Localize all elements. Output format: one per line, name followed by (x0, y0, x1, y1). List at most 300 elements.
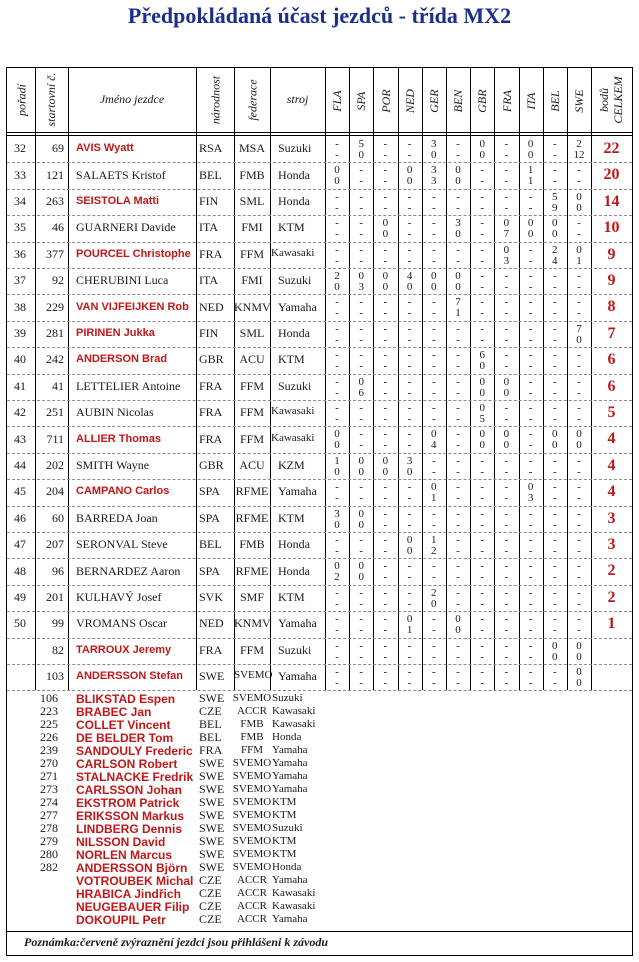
rider-bike: KTM (278, 510, 305, 525)
race-points: - (456, 545, 460, 557)
race-points: - (577, 454, 581, 467)
rider-federation: FMI (241, 220, 263, 235)
race-points: - (431, 254, 436, 267)
rider-nationality: SWE (199, 669, 225, 684)
race-points: 3 (503, 254, 510, 267)
rider-nationality: SVK (199, 590, 224, 604)
rider-number: 204 (46, 484, 64, 499)
list-federation: ACCR (237, 913, 267, 926)
rider-federation: SVEMO (234, 669, 273, 682)
rider-name: VROMANS Oscar (76, 616, 167, 631)
race-points: - (359, 307, 364, 320)
race-points: - (577, 545, 581, 557)
list-bike: Suzuki (272, 822, 303, 835)
column-header: stroj (286, 92, 309, 106)
race-points: 9 (552, 201, 558, 214)
rider-federation: FMB (239, 167, 265, 182)
rider-number: 229 (46, 299, 64, 314)
race-points: - (552, 597, 557, 610)
race-header: SWE (572, 89, 586, 113)
race-points: 0 (334, 518, 340, 531)
race-points: 0 (334, 439, 340, 452)
row-divider (7, 400, 632, 401)
race-points: - (504, 639, 509, 652)
list-federation: SVEMO (232, 822, 272, 835)
total-points: 9 (607, 272, 616, 289)
race-points: - (504, 613, 509, 626)
rider-federation: SML (239, 326, 265, 340)
race-points: 2 (431, 545, 437, 557)
race-points: - (383, 386, 388, 399)
race-points: - (480, 243, 485, 256)
race-points: - (407, 677, 412, 689)
race-points: - (431, 613, 436, 626)
race-points: - (335, 201, 339, 214)
total-points: 20 (603, 166, 620, 184)
race-points: - (431, 217, 436, 230)
row-divider (7, 453, 632, 454)
race-points: 0 (479, 138, 485, 150)
race-points: - (552, 454, 557, 467)
race-points: - (504, 454, 509, 467)
race-points: - (456, 243, 460, 256)
rider-bike: Yamaha (278, 616, 317, 631)
race-points: - (552, 307, 557, 320)
list-nationality: SWE (199, 834, 225, 849)
race-points: 4 (431, 439, 437, 452)
race-header: SPA (354, 91, 369, 111)
list-number: 273 (40, 782, 58, 797)
race-points: - (504, 307, 509, 320)
race-points: 0 (431, 270, 437, 282)
race-points: - (528, 428, 533, 441)
race-points: - (359, 201, 364, 214)
list-federation: SVEMO (232, 770, 272, 783)
race-points: - (480, 639, 485, 652)
race-points: - (383, 243, 388, 256)
row-divider (7, 374, 632, 375)
race-points: - (335, 545, 339, 557)
rider-name: CHERUBINI Luca (76, 273, 169, 288)
list-federation: ACCR (237, 900, 267, 913)
list-federation: ACCR (237, 705, 267, 718)
race-points: - (335, 243, 339, 256)
race-points: 2 (334, 270, 340, 282)
race-points: - (383, 650, 388, 663)
race-points: - (552, 677, 557, 689)
race-points: 0 (334, 428, 340, 441)
race-points: 0 (455, 624, 461, 637)
total-points: 3 (607, 536, 616, 553)
race-points: - (407, 650, 412, 663)
race-points: - (528, 375, 533, 388)
rider-name: SERONVAL Steve (76, 537, 168, 552)
rider-federation: FFM (239, 431, 265, 446)
race-points: - (359, 333, 364, 346)
race-points: - (456, 201, 460, 214)
rider-nationality: BEL (199, 537, 222, 552)
race-header: GBR (475, 89, 490, 113)
column-header: startovní č. (44, 72, 58, 127)
column-header: federace (245, 78, 259, 121)
row-divider (7, 585, 632, 586)
row-divider (7, 162, 632, 163)
race-points: - (577, 307, 581, 320)
race-points: 0 (431, 597, 437, 610)
list-number: 274 (40, 795, 58, 810)
rider-position: 46 (14, 510, 26, 525)
race-points: - (552, 518, 557, 531)
race-points: - (407, 217, 412, 230)
race-points: - (456, 507, 460, 520)
race-points: - (504, 413, 509, 425)
race-points: 0 (431, 481, 437, 494)
rider-federation: FFM (239, 405, 265, 420)
rider-bike: Kawasaki (271, 246, 315, 259)
race-points: - (335, 492, 339, 505)
rider-number: 251 (46, 405, 64, 420)
race-points: - (335, 666, 339, 678)
rider-position: 39 (14, 326, 26, 340)
race-points: - (480, 454, 485, 467)
row-divider (7, 664, 632, 665)
race-points: - (335, 386, 339, 399)
race-points: - (552, 465, 557, 478)
race-points: 3 (431, 164, 437, 177)
list-number: 239 (40, 743, 58, 758)
race-points: - (431, 333, 436, 346)
race-points: - (359, 439, 364, 452)
race-points: - (577, 375, 581, 388)
race-header: POR (378, 89, 393, 113)
race-points: - (456, 650, 460, 663)
race-points: - (480, 481, 485, 494)
race-points: - (456, 518, 460, 531)
race-points: - (480, 281, 485, 293)
race-points: - (480, 571, 485, 584)
race-points: - (480, 624, 485, 637)
race-points: - (359, 666, 364, 678)
list-nationality: CZE (199, 912, 222, 927)
list-federation: SVEMO (232, 861, 272, 874)
race-points: - (431, 322, 436, 335)
race-points: - (528, 465, 533, 478)
race-points: - (504, 402, 509, 414)
list-nationality: BEL (199, 730, 222, 745)
rider-name: BERNARDEZ Aaron (76, 563, 181, 578)
race-points: - (383, 586, 388, 599)
race-points: - (577, 281, 581, 293)
race-points: - (456, 534, 460, 546)
race-points: 7 (503, 228, 510, 241)
race-points: 0 (503, 439, 510, 452)
race-points: 0 (406, 164, 413, 177)
race-points: - (383, 560, 388, 573)
race-points: - (480, 270, 485, 282)
race-points: 5 (479, 413, 485, 425)
row-divider (7, 506, 632, 507)
race-points: - (480, 507, 485, 520)
list-federation: SVEMO (232, 848, 272, 861)
list-number: 282 (40, 860, 58, 875)
race-points: 0 (358, 454, 364, 467)
race-points: - (577, 518, 581, 531)
race-points: - (456, 454, 460, 467)
rider-name: CAMPANO Carlos (76, 485, 170, 498)
race-points: - (335, 481, 339, 494)
race-points: 0 (479, 375, 485, 388)
race-points: - (528, 454, 533, 467)
race-points: 3 (431, 138, 437, 150)
header-divider (7, 132, 632, 133)
race-points: - (431, 507, 436, 520)
race-points: - (383, 481, 388, 494)
race-points: - (504, 507, 509, 520)
rider-number: 69 (52, 141, 64, 156)
race-points: - (577, 571, 581, 584)
race-points: - (504, 586, 509, 599)
row-divider (7, 189, 632, 190)
row-divider (7, 479, 632, 480)
race-points: 1 (527, 164, 534, 177)
race-points: - (407, 307, 412, 320)
rider-name: VAN VIJFEIJKEN Rob (76, 300, 189, 313)
rider-name: ANDERSON Brad (76, 353, 168, 366)
rider-nationality: ITA (199, 220, 219, 235)
race-points: - (552, 360, 557, 373)
page-title: Předpokládaná účast jezdců - třída MX2 (127, 3, 512, 28)
race-points: - (335, 149, 339, 161)
race-points: - (456, 375, 460, 388)
race-points: 0 (358, 149, 364, 161)
race-points: 0 (552, 639, 558, 652)
race-points: 0 (358, 270, 364, 282)
column-header: pořadí (14, 83, 28, 116)
race-points: 0 (503, 243, 510, 256)
list-federation: SVEMO (232, 757, 272, 770)
race-points: - (528, 571, 533, 584)
rider-nationality: GBR (199, 458, 224, 472)
rider-federation: FMI (241, 273, 263, 288)
rider-number: 201 (46, 590, 64, 604)
list-name: VOTROUBEK Michal (76, 874, 194, 889)
rider-nationality: FIN (199, 326, 219, 340)
list-bike: Kawasaki (272, 900, 316, 913)
race-points: - (335, 333, 339, 346)
rider-number: 82 (52, 642, 64, 657)
list-name: NORLEN Marcus (76, 848, 173, 863)
rider-number: 202 (46, 458, 64, 472)
race-points: - (407, 481, 412, 494)
race-points: 0 (382, 454, 389, 467)
race-points: 0 (527, 481, 534, 494)
race-points: - (577, 465, 581, 478)
race-points: - (528, 666, 533, 678)
race-points: - (528, 349, 533, 362)
race-points: - (528, 413, 533, 425)
race-points: - (383, 677, 388, 689)
race-points: 0 (552, 228, 558, 241)
list-bike: KTM (272, 835, 297, 848)
race-points: 0 (382, 281, 389, 293)
total-points: 14 (603, 192, 620, 210)
list-nationality: SWE (199, 769, 225, 784)
race-points: 0 (576, 333, 582, 346)
total-points: 22 (603, 140, 620, 157)
race-points: - (335, 613, 339, 626)
race-points: - (456, 149, 460, 161)
race-points: 0 (406, 281, 413, 293)
list-bike: Yamaha (272, 770, 308, 783)
list-federation: FFM (240, 744, 264, 757)
race-points: - (528, 586, 533, 599)
total-points: 2 (607, 588, 616, 606)
list-number: 225 (40, 717, 58, 732)
rider-federation: ACU (239, 352, 265, 367)
rider-name: AVIS Wyatt (76, 142, 134, 155)
race-points: - (577, 586, 581, 599)
rider-federation: RFME (235, 510, 269, 525)
race-points: 0 (576, 666, 582, 678)
rider-name: AUBIN Nicolas (76, 405, 154, 420)
rider-name: GUARNERI Davide (76, 220, 176, 235)
race-points: - (480, 164, 485, 177)
race-points: 1 (406, 624, 413, 637)
rider-nationality: SPA (199, 510, 220, 525)
race-points: - (335, 190, 339, 203)
rider-name: LETTELIER Antoine (76, 378, 181, 393)
race-points: 0 (552, 439, 558, 452)
race-points: 2 (334, 571, 340, 584)
race-points: - (383, 518, 388, 531)
race-points: - (504, 465, 509, 478)
race-points: - (407, 201, 412, 214)
rider-nationality: FIN (199, 194, 219, 208)
race-points: 2 (431, 586, 437, 599)
list-name: CARLSSON Johan (76, 783, 183, 798)
list-bike: Yamaha (272, 874, 308, 887)
column-divider (567, 67, 568, 690)
rider-position: 45 (14, 484, 26, 499)
rider-bike: Yamaha (278, 669, 317, 684)
race-points: 0 (455, 164, 461, 177)
race-points: 7 (576, 322, 582, 335)
race-points: - (528, 333, 533, 346)
rider-position: 41 (14, 378, 26, 393)
race-points: - (552, 333, 557, 346)
race-points: 0 (431, 149, 437, 161)
race-points: 3 (358, 281, 364, 293)
race-points: 0 (455, 228, 461, 241)
race-points: 0 (576, 428, 582, 441)
race-points: - (407, 296, 412, 309)
race-points: - (480, 175, 485, 188)
race-points: 0 (576, 190, 582, 203)
race-points: - (383, 413, 388, 425)
rider-number: 242 (46, 352, 64, 367)
rider-nationality: FRA (199, 246, 223, 261)
rider-bike: Kawasaki (271, 405, 315, 418)
race-points: 1 (455, 307, 461, 320)
race-points: - (335, 322, 339, 335)
rider-bike: Honda (278, 194, 310, 208)
race-points: - (528, 296, 533, 309)
list-nationality: SWE (199, 691, 225, 706)
rider-federation: RFME (235, 563, 269, 578)
list-federation: SVEMO (232, 692, 272, 705)
race-points: - (456, 465, 460, 478)
race-points: - (456, 481, 460, 494)
race-points: 6 (479, 349, 485, 362)
column-divider (325, 67, 326, 690)
race-points: - (456, 586, 460, 599)
rider-position: 33 (14, 167, 26, 182)
race-points: 0 (455, 175, 461, 188)
rider-number: 99 (52, 616, 64, 631)
list-name: ERIKSSON Markus (76, 809, 185, 824)
race-points: - (383, 597, 388, 610)
rider-bike: Kawasaki (271, 431, 315, 444)
list-federation: FMB (240, 731, 264, 744)
list-bike: Yamaha (272, 757, 308, 770)
race-points: - (552, 481, 557, 494)
race-header: GER (426, 89, 441, 113)
rider-nationality: SPA (199, 563, 220, 578)
race-points: - (528, 597, 533, 610)
race-points: - (456, 677, 460, 689)
rider-name: SEISTOLA Matti (76, 195, 160, 207)
race-points: - (480, 333, 485, 346)
list-nationality: SWE (199, 782, 225, 797)
race-points: - (577, 597, 581, 610)
race-points: - (407, 149, 412, 161)
race-points: - (456, 138, 460, 150)
race-points: - (552, 386, 557, 399)
race-points: - (480, 534, 485, 546)
race-points: - (335, 413, 339, 425)
row-divider (7, 294, 632, 295)
race-points: 1 (576, 254, 582, 267)
race-points: - (504, 296, 509, 309)
rider-number: 92 (52, 273, 64, 288)
rider-number: 41 (52, 378, 64, 393)
race-points: - (407, 507, 412, 520)
rider-position: 32 (14, 141, 26, 156)
race-points: - (577, 270, 581, 282)
race-points: 0 (455, 270, 461, 282)
race-points: - (528, 613, 533, 626)
race-points: - (383, 296, 388, 309)
race-points: 3 (527, 492, 534, 505)
race-points: - (577, 560, 581, 573)
race-points: - (383, 571, 388, 584)
race-points: - (504, 138, 509, 150)
list-federation: SVEMO (232, 796, 272, 809)
race-points: - (528, 322, 533, 335)
list-name: BLIKSTAD Espen (76, 692, 176, 707)
race-points: - (383, 534, 388, 546)
list-federation: SVEMO (232, 783, 272, 796)
rider-position: 42 (14, 405, 26, 420)
row-divider (7, 532, 632, 533)
race-points: 0 (576, 639, 582, 652)
race-points: - (577, 175, 581, 188)
race-points: - (456, 492, 460, 505)
race-points: 0 (406, 175, 413, 188)
race-points: - (577, 624, 581, 637)
race-points: - (480, 560, 485, 573)
list-nationality: BEL (199, 717, 222, 732)
